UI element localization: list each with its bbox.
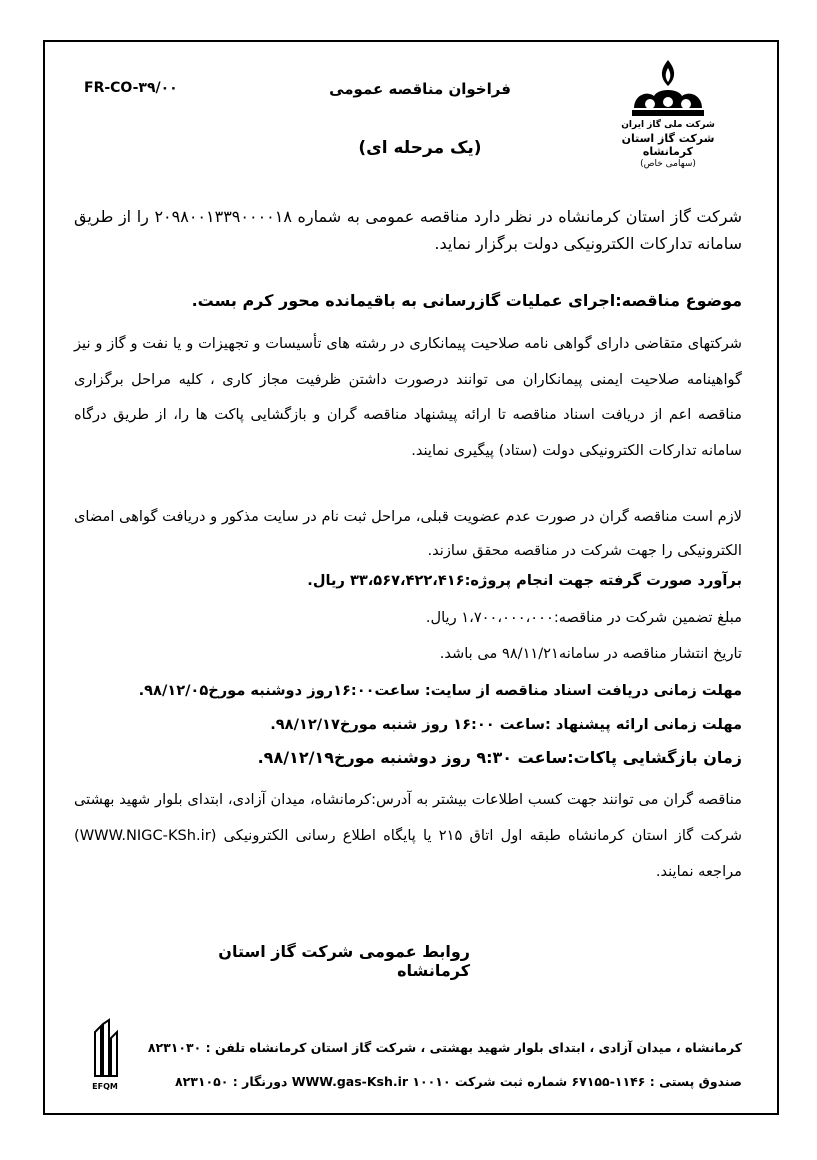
efqm-label: EFQM [92,1082,118,1091]
docs-deadline-line: مهلت زمانی دریافت اسناد مناقصه از سایت: ساعت۱۶:۰۰روز دوشنبه مورخ۹۸/۱۲/۰۵. [138,682,742,699]
logo-company-type: (سهامی خاص) [640,159,696,169]
footer-contact: صندوق پستی : ۱۱۴۶-۶۷۱۵۵ شماره ثبت شرکت ۱۰۰۱۰ WWW.gas-Ksh.ir دورنگار : ۸۲۳۱۰۵۰ [175,1074,742,1089]
company-logo [598,58,738,169]
opening-line: زمان بازگشایی پاکات:ساعت ۹:۳۰ روز دوشنبه مورخ۹۸/۱۲/۱۹. [257,748,742,767]
footer-address: کرمانشاه ، میدان آزادی ، ابتدای بلوار شهید بهشتی ، شرکت گاز استان کرمانشاه تلفن : ۸۲۳۱۰۳۰ [147,1040,742,1055]
intro-paragraph: شرکت گاز استان کرمانشاه در نظر دارد مناقصه عمومی به شماره ۲۰۹۸۰۰۱۳۳۹۰۰۰۰۱۸ را از طریق سامانه تدارکات الکترونیکی دولت برگزار نماید. [74,207,742,253]
estimate-line: برآورد صورت گرفته جهت انجام پروژه:۳۳،۵۶۷،۴۲۲،۴۱۶ ریال. [307,572,742,589]
guarantee-line: مبلغ تضمین شرکت در مناقصه:۱،۷۰۰،۰۰۰،۰۰۰ ریال. [425,609,742,626]
tender-subject: موضوع مناقصه:اجرای عملیات گازرسانی به باقیمانده محور کرم بست. [191,291,742,310]
contact-paragraph: مناقصه گران می توانند جهت کسب اطلاعات بیشتر به آدرس:کرمانشاه، میدان آزادی، ابتدای بلوار شهید بهشتی شرکت گاز استان کرمانشاه طبقه اول اتاق ۲۱۵ یا پایگاه اطلاع رسانی الکترونیکی (WWW.NIGC-KSh.ir) مراجعه نمایند. [74,791,743,880]
logo-org-name: شرکت ملی گاز ایران [621,120,715,130]
efqm-logo-icon [87,1018,123,1078]
logo-company-name: شرکت گاز استان کرمانشاه [621,132,715,158]
offer-deadline-line: مهلت زمانی ارائه پیشنهاد :ساعت ۱۶:۰۰ روز شنبه مورخ۹۸/۱۲/۱۷. [270,716,742,733]
registration-paragraph: لازم است مناقصه گران در صورت عدم عضویت قبلی، مراحل ثبت نام در سایت مذکور و دریافت گواهی امضای الکترونیکی را جهت شرکت در مناقصه محقق سازند. [74,508,742,559]
efqm-badge [80,1018,130,1091]
flame-logo-icon [628,58,708,120]
page-title: فراخوان مناقصه عمومی [329,80,511,98]
form-code: FR-CO-۳۹/۰۰ [84,80,178,96]
page-subtitle: (یک مرحله ای) [358,138,482,158]
signature: روابط عمومی شرکت گاز استان کرمانشاه [218,942,470,980]
eligibility-paragraph: شرکتهای متقاضی دارای گواهی نامه صلاحیت پیمانکاری در رشته های تأسیسات و تجهیزات و یا نفت و گاز و نیز گواهینامه صلاحیت ایمنی پیمانکاران می توانند درصورت داشتن ظرفیت مجاز کاری ، کلیه مراحل برگزاری مناقصه اعم از دریافت اسناد مناقصه تا ارائه پیشنهاد مناقصه گران و بازگشایی پاکت ها را، از طریق درگاه سامانه تدارکات الکترونیکی دولت (ستاد) پیگیری نمایند. [74,335,742,459]
publish-date-line: تاریخ انتشار مناقصه در سامانه۹۸/۱۱/۲۱ می باشد. [439,645,742,662]
